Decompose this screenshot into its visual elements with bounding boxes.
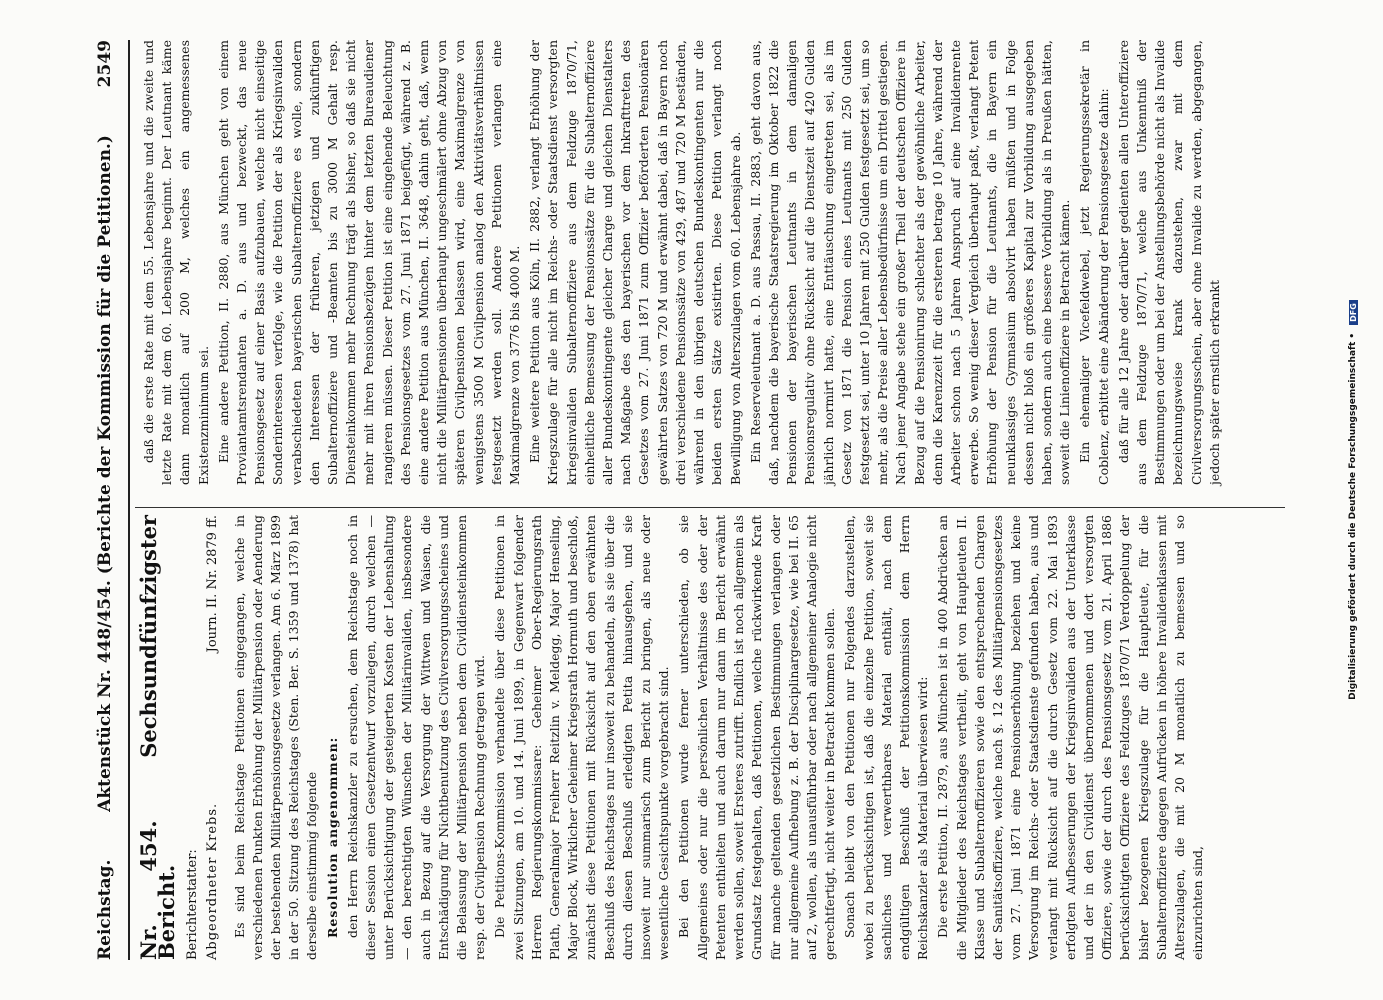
paragraph: Sonach bleibt von den Petitionen nur Folgendes darzustellen, wobei zu berücksichtigen ist, daß die einzelne Petition, soweit sie sachliches und verwerthbares Material enthält, nach dem endgültigen Beschluß der Petitionskommission dem Herrn Reichskanzler als Material überwiesen wird: — [842, 515, 931, 960]
rotated-page — [20, 0, 1350, 1000]
right-column — [140, 40, 1280, 485]
paragraph: Die erste Petition, II. 2879, aus München ist in 400 Abdrücken an die Mitglieder des Reichstages vertheilt, geht von Hauptleuten II. Klasse und Subalternoffizieren sowie den entsprechenden Chargen der Sanitätsoffiziere, welche nach §. 12 des Militärpensionsgesetzes vom 27. Juni 1871 eine Pensionserhöhung beziehen und keine Versorgung im Reichs- oder Staatsdienste gefunden haben, aus und verlangt mit Rücksicht auf die durch Gesetz vom 22. Mai 1893 erfolgten Aufbesserungen der Kriegsinvaliden aus der Unterklasse und der in den Civildienst übernommenen und dort versorgten Offiziere, sowie der durch des Pensionsgesetz vom 21. April 1886 berücksichtigten Offiziere des Feldzuges 1870/71 Verdoppelung der bisher bezogenen Kriegszulage für die Hauptleute, für die Subalternoffiziere dagegen Aufrücken in höhere Invalidenklassen mit Alterszulagen, die mit 20 M monatlich zu bemessen und so einzurichten sind, — [935, 515, 1206, 960]
report-number: Nr. 454. — [136, 820, 161, 960]
reporter-row — [204, 515, 222, 960]
left-column — [136, 515, 1280, 960]
paragraph: daß die erste Rate mit dem 55. Lebensjahre und die zweite und letzte Rate mit dem 60. Lebensjahre beginnt. Der Leutnant käme dann monatlich auf 200 M, welches ein angemessenes Existenzminimum sei. — [141, 40, 211, 485]
page-header — [90, 40, 120, 960]
reporter-name: Abgeordneter Krebs. — [205, 802, 221, 960]
digitization-credit — [1343, 150, 1363, 850]
digitization-credit-text: Digitalisierung gefördert durch die Deutsche Forschungsgemeinschaft • — [1348, 332, 1358, 700]
dfg-logo: DFG — [1349, 300, 1358, 325]
header-document-number: Aktenstück Nr. 448/454. — [95, 580, 115, 812]
resolution-text: den Herrn Reichskanzler zu ersuchen, dem Reichstage noch in dieser Session einen Gesetzentwurf vorzulegen, durch welchen — unter Berücksichtigung der gesteigerten Kosten der Lebenshaltung — den berechtigten Wünschen der Militärinvaliden, insbesondere auch in Bezug auf die Versorgung der Wittwen und Waisen, die Entschädigung für Nichtbenutzung des Civilversorgungsscheines und die Belassung der Militärpension neben dem Civildiensteinkommen resp. der Civilpension Rechnung getragen wird. — [344, 515, 488, 960]
report-title: Sechsundfünfzigster Bericht. — [136, 515, 180, 960]
column-divider — [135, 507, 1285, 508]
paragraph: Eine andere Petition, II. 2880, aus München geht von einem Proviantamtsrendanten a. D. aus und bezweckt, das neue Pensionsgesetz auf einer Basis aufzubauen, welche nicht einseitige Sonderinteressen verfolge, wie die Petition der als Kriegsinvaliden verabschiedeten bayerischen Subalternoffiziere es wolle, sondern den Interessen der früheren, jetzigen und zukünftigen Subalternoffiziere und -Beamten bis zu 3000 M Gehalt resp. Diensteinkommen mehr Rechnung trägt als bisher, so daß sie nicht mehr mit ihren Pensionsbezügen hinter dem letzten Bureaudiener rangieren müssen. Dieser Petition ist eine eingehende Beleuchtung des Pensionsgesetzes vom 27. Juni 1871 beigefügt, während z. B. eine andere Petition aus München, II. 3648, dahin geht, daß, wenn nicht die Militärpensionen überhaupt ungeschmälert ohne Abzug von späteren Civilpensionen belassen wird, eine Maximalgrenze von wenigstens 3500 M Civilpension analog den Aktivitätsverhältnissen festgesetzt werden soll. Andere Petitionen verlangen eine Maximalgrenze von 3776 bis 4000 M. — [215, 40, 523, 485]
paragraph: Ein Reserveleutnant a. D. aus Passau, II. 2883, geht davon aus, daß, nachdem die bayerische Staatsregierung im Oktober 1822 die Pensionen der bayerischen Leutnants in dem damaligen Pensionsregulativ ohne Rücksicht auf die Dienstzeit auf 420 Gulden jährlich normirt hatte, eine Enttäuschung eingetreten sei, als im Gesetz von 1871 die Pension eines Leutnants mit 250 Gulden festgesetzt sei, unter 10 Jahren mit 250 Gulden festgesetzt sei, um so mehr, als die Preise aller Lebensbedürfnisse um ein Drittel gestiegen. Nach jener Angabe stehe ein großer Theil der deutschen Offiziere in Bezug auf die Pensionirung schlechter als der gewöhnliche Arbeiter, denn die Karenzzeit für die ersteren betrage 10 Jahre, während der Arbeiter schon nach 5 Jahren Anspruch auf eine Invalidenrente erwerbe. So wenig dieser Vergleich überhaupt paßt, verlangt Petent Erhöhung der Pension für die Leutnants, die in Bayern ein neunklassiges Gymnasium absolvirt haben müßten und in Folge dessen nicht bloß ein größeres Kapital zur Vorbildung ausgegeben haben, sondern auch eine bessere Vorbildung als in Preußen hätten, soweit die Linienoffiziere in Betracht kämen. — [747, 40, 1073, 485]
reporter-label: Berichterstatter: — [185, 849, 201, 960]
paragraph: Eine weitere Petition aus Köln, II. 2882, verlangt Erhöhung der Kriegszulage für alle nicht im Reichs- oder Staatsdienst versorgten kriegsinvaliden Subalternoffiziere aus dem Feldzuge 1870/71, einheitliche Bemessung der Pensionssätze für die Subalternoffiziere aller Bundeskontingente gleicher Charge und gleichen Dienstalters nach Maßgabe des den bayerischen vor dem Inkrafttreten des Gesetzes vom 27. Juni 1871 zum Offizier beförderten Pensionären gewährten Satzes von 720 M und erwähnt dabei, daß in Bayern noch drei verschiedene Pensionssätze von 429, 487 und 720 M beständen, während in den übrigen deutschen Bundeskontingenten nur die beiden ersten Sätze existirten. Diese Petition verlangt noch Bewilligung von Alterszulagen vom 60. Lebensjahre ab. — [527, 40, 743, 485]
paragraph: Bei den Petitionen wurde ferner unterschieden, ob sie Allgemeines oder nur die persönlichen Verhältnisse des oder der Petenten enthielten und auch darum nur dann im Bericht erwähnt werden sollen, soweit Ersteres zutrifft. Endlich ist noch allgemein als Grundsatz festgehalten, daß Petitionen, welche rückwirkende Kraft für manche geltenden gesetzlichen Bestimmungen verlangen oder nur allgemeine Aufhebung z. B. der Disciplinargesetze, wie bei II. 65 auf 2, wollen, als unausführbar oder nach allgemeiner Analogie nicht gerechtfertigt, nicht weiter in Betracht kommen sollen. — [676, 515, 838, 960]
page-number: 2549 — [95, 40, 115, 88]
paragraph: Die Petitions-Kommission verhandelte über diese Petitionen in zwei Sitzungen, am 10. und 14. Juni 1899, in Gegenwart folgender Herren Regierungskommissare: Geheimer Ober-Regierungsrath Plath, Generalmajor Freiherr Reitzlin v. Meldegg, Major Henseling, Major Block, Wirklicher Geheimer Kriegsrath Hormuth und beschloß, zunächst diese Petitionen mit Rücksicht auf den oben erwähnten Beschluß des Reichstages nur insoweit zu behandeln, als sie über die durch diesen Beschluß erledigten Petita hinausgehen, und sie insoweit nur summarisch zum Bericht zu bringen, als neue oder wesentliche Gesichtspunkte vorgebracht sind. — [492, 515, 672, 960]
journal-reference: Journ. II. Nr. 2879 ff. — [205, 515, 221, 653]
report-heading — [136, 515, 180, 960]
resolution-heading: Resolution angenommen: — [324, 736, 340, 938]
paragraph: Ein ehemaliger Vicefeldwebel, jetzt Regierungssekretär in Coblenz, erbittet eine Abänderung der Pensionsgesetze dahin: — [1077, 40, 1111, 485]
header-left: Reichstag. — [95, 859, 115, 960]
header-section: (Berichte der Kommission für die Petitionen.) — [95, 135, 115, 575]
header-center — [95, 87, 115, 859]
paragraph: daß für alle 12 Jahre oder darüber gedienten allen Unteroffiziere aus dem Feldzuge 1870/71, welche aus Unkenntniß der Bestimmungen oder um bei der Anstellungsbehörde nicht als Invalide bezeichnungsweise krank dazustehen, zwar mit dem Civilversorgungsschein, aber ohne Invalide zu werden, abgegangen, jedoch später ernstlich erkrankt — [1115, 40, 1222, 485]
header-rule — [128, 40, 130, 960]
paragraph: Es sind beim Reichstage Petitionen eingegangen, welche in verschiedenen Punkten Erhöhung der Militärpension oder Aenderung der bestehenden Militärpensionsgesetze verlangen. Am 6. März 1899 in der 50. Sitzung des Reichstages (Sten. Ber. S. 1359 und 1378) hat derselbe einstimmig folgende — [231, 515, 320, 960]
